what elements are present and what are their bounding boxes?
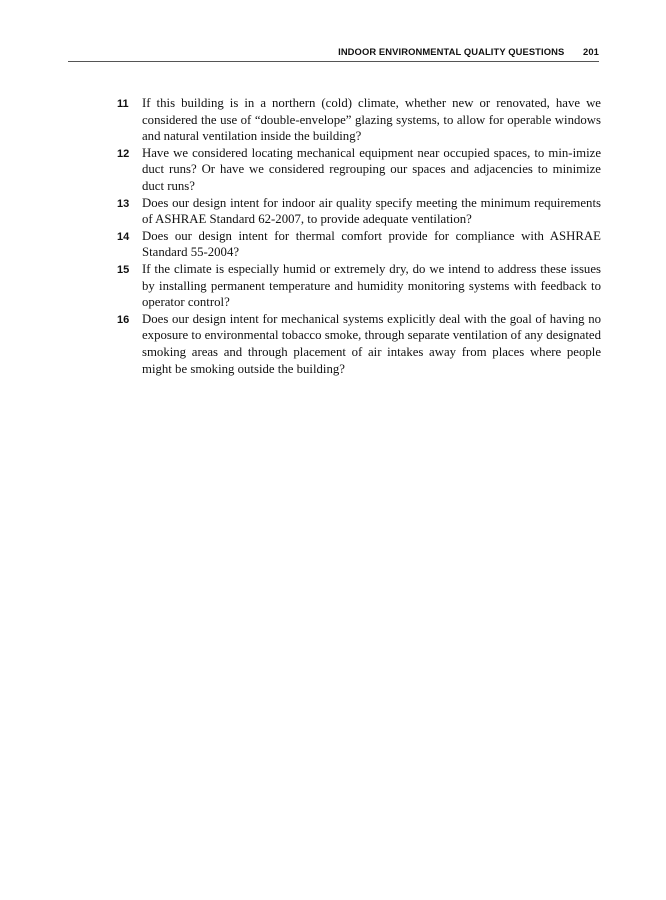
question-item: [117, 311, 601, 377]
question-text: Does our design intent for mechanical systems explicitly deal with the goal of having no exposure to environmental tobacco smoke, through separate ventilation of any designated smoking areas and through placement of air intakes away from places where people might be smoking outside the building?: [142, 311, 601, 376]
question-number: 12: [117, 147, 130, 160]
question-text: If the climate is especially humid or extremely dry, do we intend to address these issues by installing permanent temperature and humidity monitoring systems with feedback to operator control?: [142, 261, 601, 310]
question-number: 16: [117, 313, 130, 326]
question-item: [117, 228, 601, 261]
question-text: Does our design intent for thermal comfort provide for compliance with ASHRAE Standard 55-2004?: [142, 228, 601, 260]
question-number: 13: [117, 197, 130, 210]
question-number: 14: [117, 230, 130, 243]
question-list: [117, 95, 601, 377]
question-item: [117, 145, 601, 195]
header-title: INDOOR ENVIRONMENTAL QUALITY QUESTIONS: [338, 46, 565, 57]
question-text: If this building is in a northern (cold) climate, whether new or renovated, have we considered the use of “double-envelope” glazing systems, to allow for operable windows and natural ventilation inside the building?: [142, 96, 601, 144]
question-text: Have we considered locating mechanical equipment near occupied spaces, to min-imize duct runs? Or have we considered regrouping our spaces and adjacencies to minimize duct runs?: [142, 145, 601, 193]
page-number: 201: [583, 46, 599, 57]
question-number: 15: [117, 263, 130, 276]
question-number: 11: [117, 98, 129, 110]
question-text: Does our design intent for indoor air quality specify meeting the minimum requirements of ASHRAE Standard 62-2007, to provide adequate ventilation?: [142, 195, 601, 227]
question-item: [117, 95, 601, 145]
question-item: [117, 195, 601, 228]
running-header: [68, 46, 599, 60]
question-item: [117, 261, 601, 311]
header-rule: [68, 61, 599, 62]
